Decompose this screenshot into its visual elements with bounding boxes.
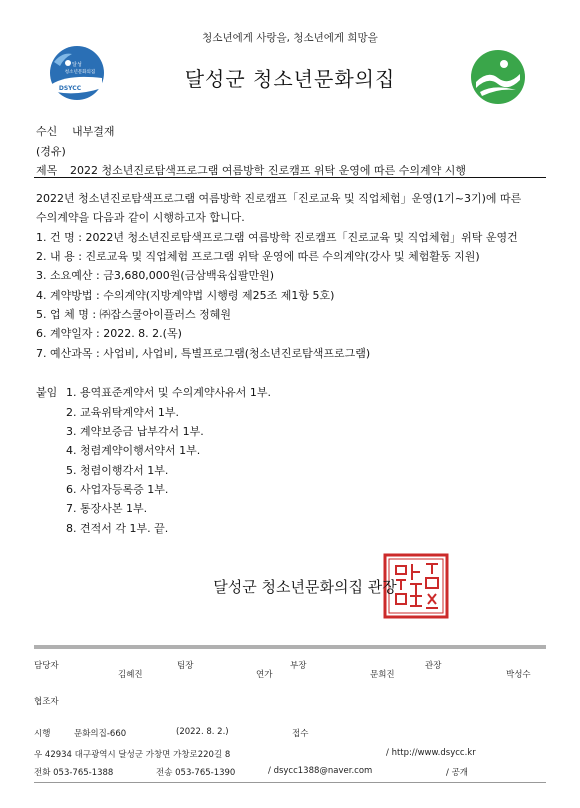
drafter-label: 담당자: [34, 661, 59, 671]
phone-number: 전화 053-765-1388: [34, 768, 114, 778]
body-item: 6. 계약일자 : 2022. 8. 2.(목): [36, 327, 182, 340]
subject-label: 제목: [36, 164, 58, 177]
drafter-name: 김혜진: [118, 670, 143, 680]
attachment-item: 1. 용역표준계약서 및 수의계약사유서 1부.: [66, 386, 271, 399]
body-item: 4. 계약방법 : 수의계약(지방계약법 시행령 제25조 제1항 5호): [36, 289, 335, 302]
intro-line-1: 2022년 청소년진로탐색프로그램 여름방학 진로캠프「진로교육 및 직업체험」운영(1기~3기)에 따른: [36, 192, 522, 205]
document-number: 문화의집-660: [74, 729, 127, 739]
attachment-item: 7. 통장사본 1부.: [66, 502, 148, 515]
team-name: 연가: [256, 670, 273, 680]
body-item: 3. 소요예산 : 금3,680,000원(금삼백육십팔만원): [36, 269, 275, 282]
team-label: 팀장: [177, 661, 194, 671]
enforce-date: (2022. 8. 2.): [176, 727, 229, 737]
slogan: 청소년에게 사랑을, 청소년에게 희망을: [202, 32, 378, 44]
logo-left-line1: 달성: [72, 62, 82, 68]
footer-divider: [34, 782, 546, 783]
logo-left-line2: 청소년문화의집: [64, 70, 96, 75]
body-item: 1. 건 명 : 2022년 청소년진로탐색프로그램 여름방학 진로캠프「진로교육 및 직업체험」위탁 운영건: [36, 231, 518, 244]
fax-number: 전송 053-765-1390: [156, 768, 236, 778]
subject-text: 2022 청소년진로탐색프로그램 여름방학 진로캠프 위탁 운영에 따른 수의계약 시행: [70, 164, 466, 177]
disclosure-status: / 공개: [446, 768, 468, 778]
receipt-label: 접수: [292, 729, 309, 739]
email-link[interactable]: / dsycc1388@naver.com: [268, 766, 373, 776]
attachment-item: 3. 계약보증금 납부각서 1부.: [66, 425, 204, 438]
subject-divider: [34, 177, 546, 178]
attachments-label: 붙임: [36, 386, 58, 399]
sender-signature: 달성군 청소년문화의집 관장: [213, 578, 397, 596]
body-item: 5. 업 체 명 : ㈜잡스쿨아이플러스 정혜원: [36, 308, 231, 321]
attachment-item: 8. 견적서 각 1부. 끝.: [66, 522, 169, 535]
website-link[interactable]: / http://www.dsycc.kr: [386, 748, 476, 758]
director-label: 부장: [290, 661, 307, 671]
organization-title: 달성군 청소년문화의집: [184, 67, 396, 91]
dalseong-emblem-logo: [468, 48, 528, 106]
attachment-item: 6. 사업자등록증 1부.: [66, 483, 169, 496]
attachment-item: 5. 청렴이행각서 1부.: [66, 464, 169, 477]
attachment-item: 2. 교육위탁계약서 1부.: [66, 406, 179, 419]
recipient-value: 내부결재: [72, 125, 115, 138]
body-item: 7. 예산과목 : 사업비, 사업비, 특별프로그램(청소년진로탐색프로그램): [36, 347, 371, 360]
director-name: 문희진: [370, 670, 395, 680]
enforce-label: 시행: [34, 729, 51, 739]
intro-line-2: 수의계약을 다음과 같이 시행하고자 합니다.: [36, 211, 245, 224]
via-label: (경유): [36, 145, 66, 158]
postal-address: 우 42934 대구광역시 달성군 가창면 가창로220길 8: [34, 750, 231, 760]
chief-label: 관장: [425, 661, 442, 671]
recipient-label: 수신: [36, 125, 58, 138]
attachment-item: 4. 청렴계약이행서약서 1부.: [66, 444, 201, 457]
approval-divider: [34, 645, 546, 649]
chief-name: 박성수: [506, 670, 531, 680]
logo-left-caption: DSYCC: [58, 85, 82, 92]
body-item: 2. 내 용 : 진로교육 및 직업체험 프로그램 위탁 운영에 따른 수의계약(강사 및 체험활동 지원): [36, 250, 480, 263]
cooperator-label: 협조자: [34, 697, 59, 707]
